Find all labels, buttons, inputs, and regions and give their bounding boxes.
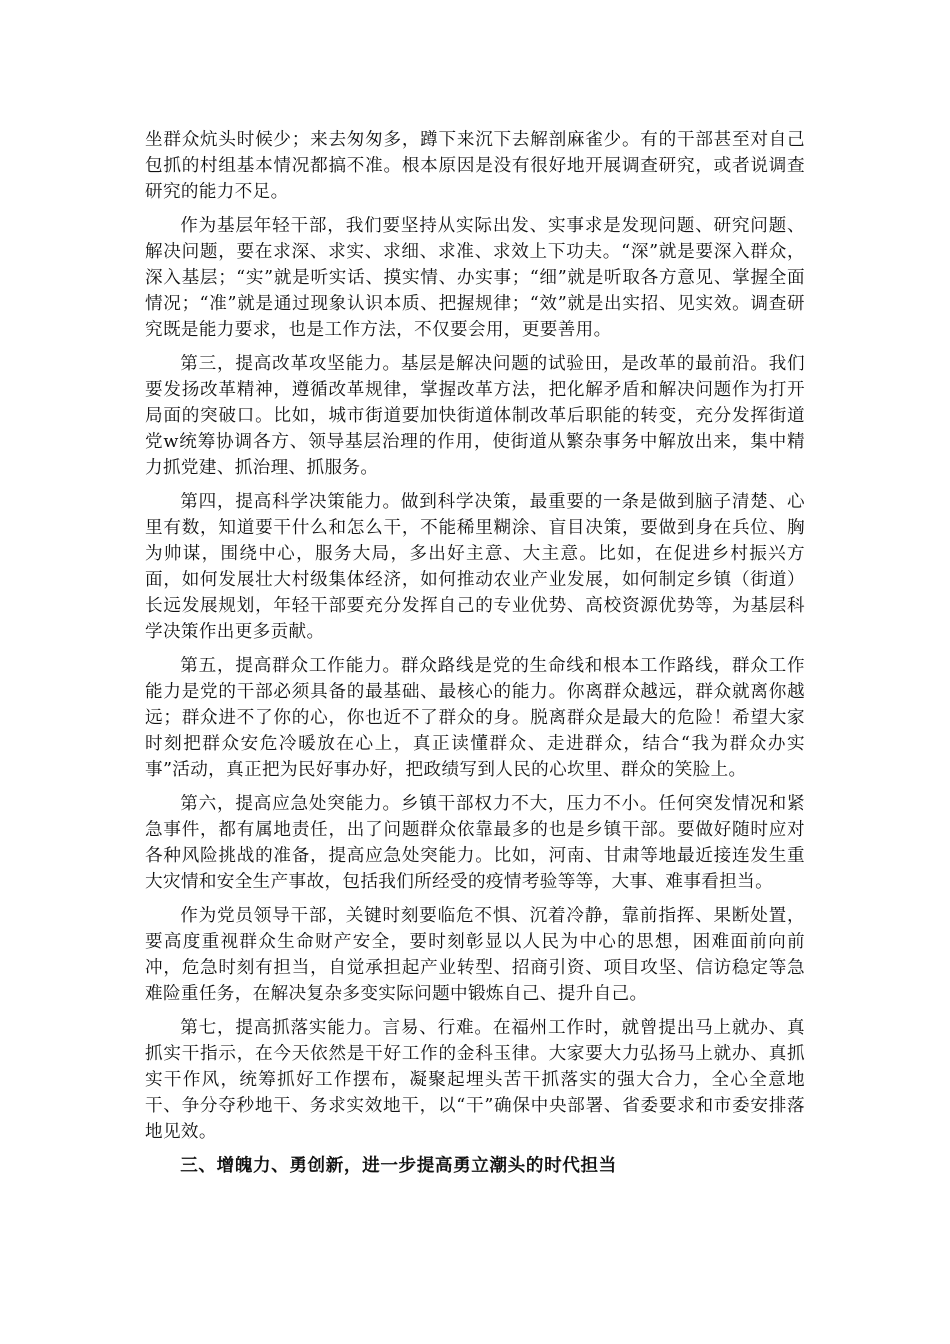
section-heading: 三、增魄力、勇创新，进一步提高勇立潮头的时代担当: [180, 1155, 617, 1176]
paragraph-leadership-crisis: 作为党员领导干部，关键时刻要临危不惧、沉着冷静，靠前指挥、果断处置，要高度重视群众生命财产安全，要时刻彰显以人民为中心的思想，困难面前向前冲，危急时刻有担当，自觉承担起产业转型、招商引资、项目攻坚、信访稳定等急难险重任务，在解决复杂多变实际问题中锻炼自己、提升自己。: [145, 906, 805, 1004]
paragraph-research-approach: 作为基层年轻干部，我们要坚持从实际出发、实事求是发现问题、研究问题、解决问题，要在求深、求实、求细、求准、求效上下功夫。“深”就是要深入群众，深入基层；“实”就是听实话、摸实情、办实事；“细”就是听取各方意见、掌握全面情况；“准”就是通过现象认识本质、把握规律；“效”就是出实招、见实效。调查研究既是能力要求，也是工作方法，不仅要会用，更要善用。: [145, 216, 805, 340]
paragraph-continued: 坐群众炕头时候少；来去匆匆多，蹲下来沉下去解剖麻雀少。有的干部甚至对自己包抓的村组基本情况都搞不准。根本原因是没有很好地开展调查研究，或者说调查研究的能力不足。: [145, 130, 805, 202]
paragraph-reform-capability: 第三，提高改革攻坚能力。基层是解决问题的试验田，是改革的最前沿。我们要发扬改革精神，遵循改革规律，掌握改革方法，把化解矛盾和解决问题作为打开局面的突破口。比如，城市街道要加快街道体制改革后职能的转变，充分发挥街道党w统筹协调各方、领导基层治理的作用，使街道从繁杂事务中解放出来，集中精力抓党建、抓治理、抓服务。: [145, 354, 805, 478]
paragraph-emergency-capability: 第六，提高应急处突能力。乡镇干部权力不大，压力不小。任何突发情况和紧急事件，都有属地责任，出了问题群众依靠最多的也是乡镇干部。要做好随时应对各种风险挑战的准备，提高应急处突能力。比如，河南、甘肃等地最近接连发生重大灾情和安全生产事故，包括我们所经受的疫情考验等等，大事、难事看担当。: [145, 794, 805, 892]
paragraph-implementation-capability: 第七，提高抓落实能力。言易、行难。在福州工作时，就曾提出马上就办、真抓实干指示，在今天依然是干好工作的金科玉律。大家要大力弘扬马上就办、真抓实干作风，统筹抓好工作摆布，凝聚起埋头苦干抓落实的强大合力，全心全意地干、争分夺秒地干、务求实效地干，以“干”确保中央部署、省委要求和市委安排落地见效。: [145, 1018, 805, 1142]
paragraph-mass-work-capability: 第五，提高群众工作能力。群众路线是党的生命线和根本工作路线，群众工作能力是党的干部必须具备的最基础、最核心的能力。你离群众越远，群众就离你越远；群众进不了你的心，你也近不了群众的身。脱离群众是最大的危险！希望大家时刻把群众安危冷暖放在心上，真正读懂群众、走进群众，结合“我为群众办实事”活动，真正把为民好事办好，把政绩写到人民的心坎里、群众的笑脸上。: [145, 656, 805, 780]
paragraph-decision-capability: 第四，提高科学决策能力。做到科学决策，最重要的一条是做到脑子清楚、心里有数，知道要干什么和怎么干，不能稀里糊涂、盲目决策，要做到身在兵位、胸为帅谋，围绕中心，服务大局，多出好主意、大主意。比如，在促进乡村振兴方面，如何发展壮大村级集体经济，如何推动农业产业发展，如何制定乡镇（街道）长远发展规划，年轻干部要充分发挥自己的专业优势、高校资源优势等，为基层科学决策作出更多贡献。: [145, 492, 805, 642]
document-body: [145, 127, 805, 1179]
